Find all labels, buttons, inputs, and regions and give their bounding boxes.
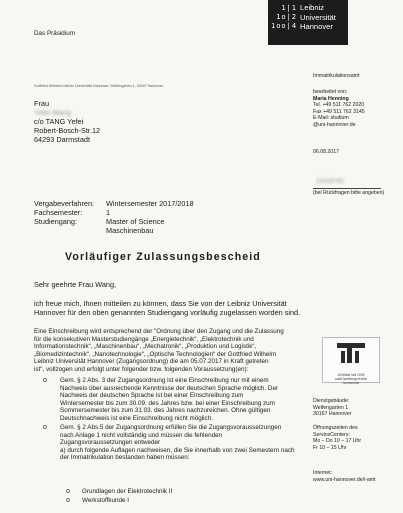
recipient-co: c/o TANG Yefei [34, 117, 84, 126]
reference-divider [313, 188, 381, 189]
sidebar-internet: Internet: www.uni-hannover.de/i-amt [313, 470, 376, 483]
sidebar-hours: Öffnungszeiten des ServiceCenters: Mo – Do 10 – 17 Uhr Fr 10 – 15 Uhr [313, 425, 362, 451]
bullet-conditions: Gem. § 2 Abs.5 der Zugangsordnung erfüllen Sie die Zugangsvoraussetzungen nach Anlage 1 nicht vollständig und müssen die fehlenden Zugangsvoraussetzungen entweder a) durch folgende Auflagen nachweisen, die Sie innerhalb von zwei Semestern nach der Immatrikulation bestanden haben müssen: [60, 424, 295, 462]
bullet-marker: o [43, 377, 47, 384]
sub-bullet-marker: o [66, 497, 70, 504]
bullet-marker: o [43, 424, 47, 431]
certificate-stamp [322, 337, 380, 383]
office-label: Immatrikulationsamt [313, 73, 360, 79]
details-values: Wintersemester 2017/2018 1 Master of Science Maschinenbau [106, 199, 194, 235]
sub-item-electrical: Grundlagen der Elektrotechnik II [82, 488, 173, 495]
stamp-caption: Zertifikat seit 2008 audit familiengerechte hochschule [334, 373, 368, 385]
reference-note: (bei Rückfragen bitte angeben) [313, 190, 385, 196]
letter-date: 06.08.2017 [313, 149, 339, 155]
recipient-name: Yefei Wang [34, 108, 71, 117]
greeting: Sehr geehrte Frau Wang, [34, 280, 117, 289]
letter-title: Vorläufiger Zulassungsbescheid [65, 251, 261, 263]
recipient-block [34, 99, 100, 144]
reference-number: 10008765 [316, 178, 345, 185]
conditions-paragraph: Eine Einschreibung wird entsprechend der "Ordnung über den Zugang und die Zulassung für die konsekutiven Masterstudiengänge „Energietechnik“, „Elektrotechnik und Informationstechnik“, „Maschinenbau“, „Mechatronik“, „Produktion und Logistik“, „Biomedizintechnik“, „Nanotechnologie“, „Optische Technologien“ der Gottfried Wilhelm Leibniz Universität Hannover (Zugangsordnung) die am 05.07.2017 in Kraft getreten ist", vollzogen und erfolgt unter folgender bzw. folgenden Voraussetzung(en): [34, 328, 284, 373]
praesidium-label: Das Präsidium [34, 30, 75, 37]
sub-item-materials: Werkstoffkunde I [82, 497, 130, 504]
sidebar-address: Dienstgebäude: Welfengarten 1 30167 Hannover [313, 398, 352, 418]
recipient-street: Robert-Bosch-Str.12 [34, 126, 101, 135]
recipient-city: 64293 Darmstadt [34, 135, 90, 144]
contact-block: bearbeitet von: Maria Henning Tel. +49 511 762 2020 Fax +49 511 762 3145 E-Mail: studium @uni-hannover.de [313, 89, 365, 128]
bullet-german-requirement: Gem. § 2 Abs. 3 der Zugangsordnung ist eine Einschreibung nur mit einem Nachweis über ausreichende Kenntnisse der deutschen Sprache möglich. Der Nachweis der deutschen Sprache ist bei einer Einschreibung zum Wintersemester bis zum 30.09. des Jahres bzw. bei einer Einschreibung zum Sommersemester bis zum 31.03. des Jahres nachzureichen. Ohne gültigen Deutschnachweis ist eine Einschreibung nicht möglich. [60, 377, 279, 422]
sender-line: Gottfried Wilhelm Leibniz Universität Hannover, Welfengarten 1, 30167 Hannover [34, 84, 164, 88]
family-audit-icon [323, 338, 379, 368]
details-labels: Vergabeverfahren: Fachsemester: Studiengang: [34, 199, 95, 226]
intro-paragraph: ich freue mich, Ihnen mitteilen zu können, dass Sie von der Leibniz Universität Hannover für den oben genannten Studiengang vorläufig zugelassen worden sind. [34, 299, 301, 317]
sub-bullet-marker: o [66, 488, 70, 495]
logo-wordmark: Leibniz Universität Hannover [300, 3, 336, 31]
recipient-salutation: Frau [34, 99, 50, 108]
logo-numerals: 1|1 1o|2 1oo|4 [271, 4, 298, 30]
